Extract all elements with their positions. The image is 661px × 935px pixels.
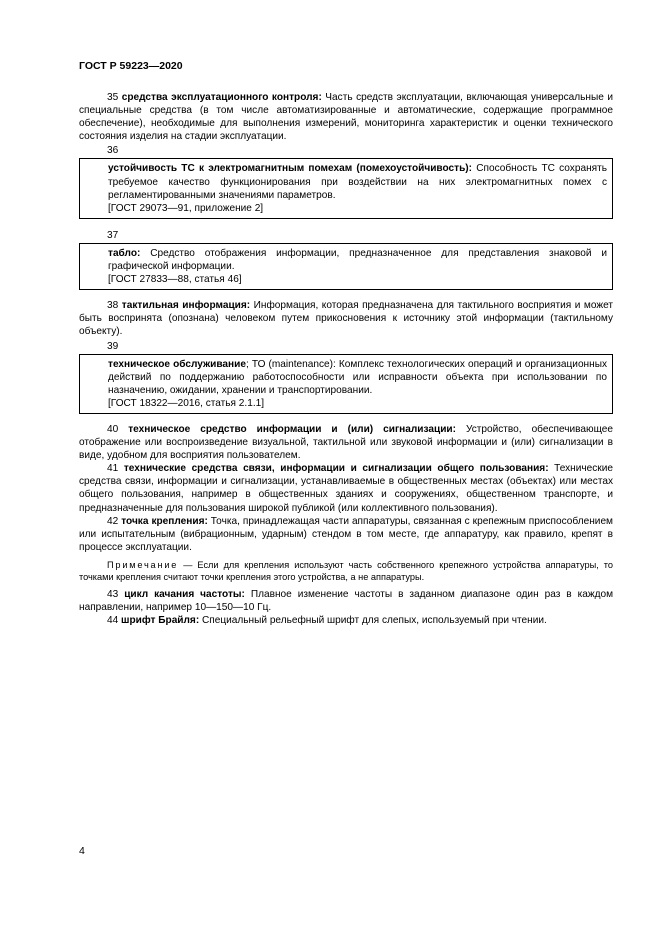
term-entry-43 [79,588,613,614]
term-entry-40 [79,423,613,462]
entry-definition: Специальный рельефный шрифт для слепых, используемый при чтении. [199,615,547,627]
entry-term: техническое средство информации и (или) сигнализации: [128,423,456,435]
entry-definition: ; ТО (maintenance): Комплекс технологических операций и организационных действий по поддержанию работоспособности или исправности объекта при использовании по назначению, ожидании, хранении и транспортировании. [108,358,608,396]
entry-term: средства эксплуатационного контроля: [121,92,322,103]
entry-number-39: 39 [107,340,119,352]
entry-reference: [ГОСТ 27833—88, статья 46] [108,274,242,286]
entry-number: 40 [107,423,119,435]
entry-number-36: 36 [107,145,119,157]
entry-number: 38 [107,300,119,312]
entry-term: устойчивость ТС к электромагнитным помехам (помехоустойчивость): [108,163,473,175]
entry-term: шрифт Брайля: [121,615,200,627]
entry-number: 41 [107,463,119,475]
entry-reference: [ГОСТ 18322—2016, статья 2.1.1] [108,397,265,409]
entry-reference: [ГОСТ 29073—91, приложение 2] [108,202,264,214]
entry-definition: Технические средства связи, информации и сигнализации, устанавливаемые в общественных местах (объектах) или местах общего пользования, например в общественных зданиях и сооружениях, общественном транспорте, и предназначенные для пользования широкой публикой (или коллективного пользования). [79,463,613,514]
entry-term: точка крепления: [121,515,208,527]
term-entry-44 [79,614,613,627]
entry-number: 44 [107,615,119,627]
entry-definition: Информация, которая предназначена для тактильного восприятия и может быть воспринята (опознана) человеком путем прикосновения к источнику этой информации (тактильному объекту). [79,300,613,338]
term-box-37 [79,243,613,290]
document-header: ГОСТ Р 59223—2020 [79,60,183,72]
term-entry-41 [79,462,613,514]
entry-term: технические средства связи, информации и сигнализации общего пользования: [123,463,549,475]
page-number: 4 [79,845,85,857]
entry-term: тактильная информация: [121,300,251,312]
entry-number: 35 [107,92,119,103]
entry-number-37: 37 [107,229,119,241]
entry-definition: Плавное изменение частоты в заданном диапазоне один раз в каждом направлении, например 10—150—10 Гц. [79,588,614,613]
note-text: — Если для крепления используют часть собственного крепежного устройства аппаратуры, то точками крепления считают точки крепления этого устройства, а не аппаратуры. [79,559,613,582]
term-box-36 [79,158,613,218]
entry-term: цикл качания частоты: [124,588,245,600]
term-entry-38 [79,299,613,338]
term-entry-42 [79,515,613,554]
entry-definition: Устройство, обеспечивающее отображение или воспроизведение визуальной, тактильной или звуковой информации и (или) сигнализации в виде, удобном для восприятия пользователем. [79,423,614,462]
term-entry-36 [108,162,607,201]
entry-definition: Точка, принадлежащая части аппаратуры, связанная с крепежным приспособлением или испытательным (вибрационным, ударным) стендом в том месте, где аппаратуру, как правило, крепят в процессе эксплуатации. [79,515,613,553]
term-box-39 [79,354,613,414]
entry-definition: Способность ТС сохранять требуемое качество функционирования при воздействии на них электромагнитных помех с регламентированными значениями параметров. [108,163,607,201]
entry-definition: Часть средств эксплуатации, включающая универсальные и специальные средства (в том числе автоматизированные и автоматические, содержащие программное обеспечение), необходимые для выполнения измерений, мониторинга характеристик и оценки технического состояния изделия на стадии эксплуатации. [79,92,613,143]
term-entry-35 [79,91,613,143]
term-entry-39 [108,358,607,397]
entry-term: техническое обслуживание [108,358,246,370]
document-body [79,91,613,627]
entry-term: табло: [108,247,141,259]
entry-definition: Средство отображения информации, предназначенное для представления знаковой и графической информации. [108,247,607,273]
entry-number: 42 [107,515,119,527]
note-paragraph [79,559,613,583]
term-entry-37 [108,247,607,273]
entry-number: 43 [107,588,119,600]
note-label: Примечание [107,559,179,570]
